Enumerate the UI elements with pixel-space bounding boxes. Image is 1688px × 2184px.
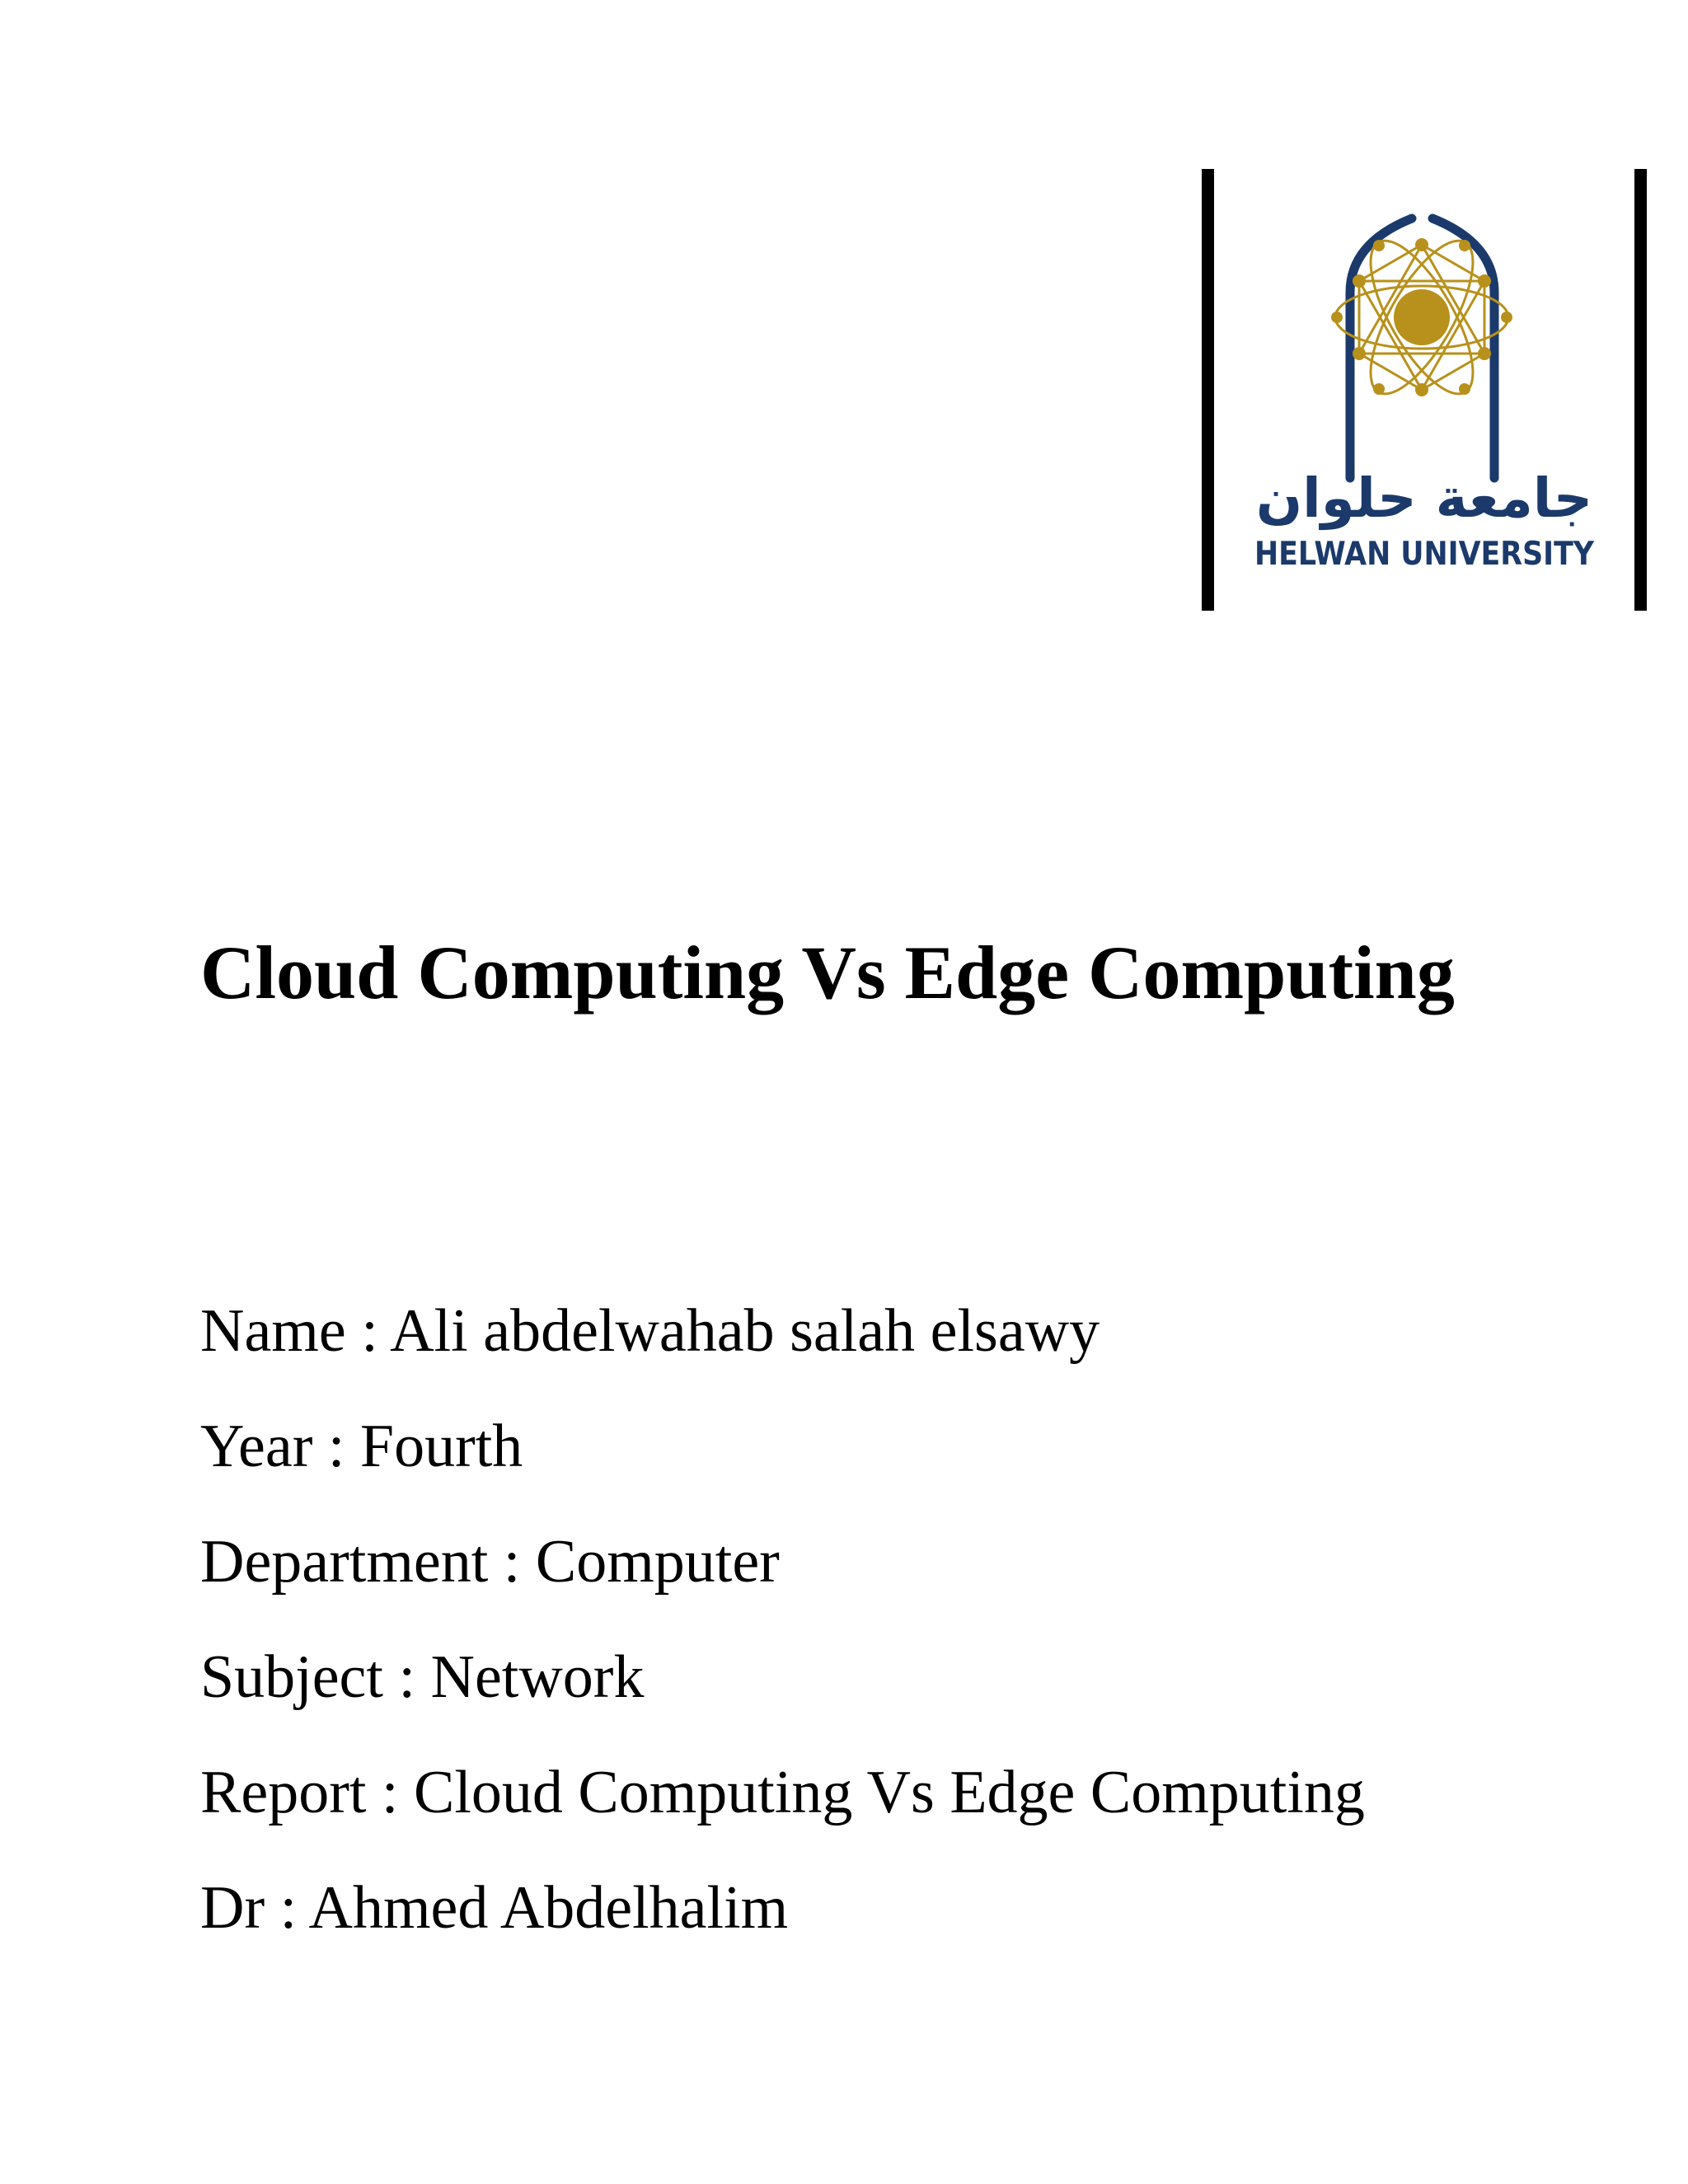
info-subject: Subject : Network [200,1643,645,1711]
info-name: Name : Ali abdelwahab salah elsawy [200,1297,1100,1365]
logo-frame-left-bar [1202,169,1214,611]
info-doctor: Dr : Ahmed Abdelhalim [200,1874,789,1942]
info-department: Department : Computer [200,1528,780,1596]
info-year: Year : Fourth [200,1413,523,1480]
report-title: Cloud Computing Vs Edge Computing [200,930,1455,1015]
university-english-name: HELWAN UNIVERSITY [1254,536,1595,573]
student-info-list [200,1273,1365,1966]
info-report: Report : Cloud Computing Vs Edge Computing [200,1759,1365,1826]
university-arabic-name: جامعة حلوان [1255,466,1593,530]
helwan-university-logo-icon [1239,194,1610,573]
university-logo [1202,169,1647,611]
logo-frame-right-bar [1634,169,1647,611]
